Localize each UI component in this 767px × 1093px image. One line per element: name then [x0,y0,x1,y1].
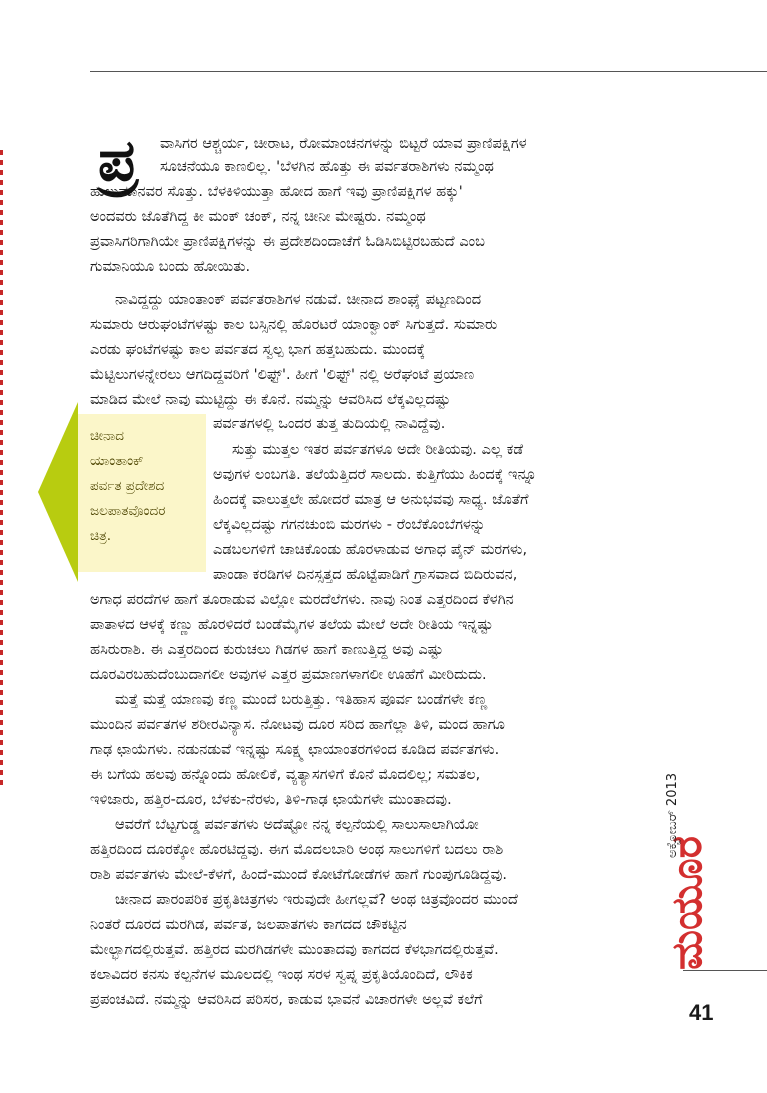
article-line: ಪಾತಾಳದ ಆಳಕ್ಕೆ ಕಣ್ಣು ಹೊರಳಿದರೆ ಬಂಡೆಮೈಗಳ ತಲೆಯ ಮೇಲೆ ಅದೇ ರೀತಿಯ ಇನ್ನಷ್ಟು [90,617,493,633]
page-number: 41 [689,1000,714,1025]
article-line: ಸುಮಾರು ಆರುಘಂಟೆಗಳಷ್ಟು ಕಾಲ ಬಸ್ಸಿನಲ್ಲಿ ಹೊರಟರೆ ಯಾಂಕ್ವಾಂಕ್ ಸಿಗುತ್ತದೆ. ಸುಮಾರು [90,317,498,333]
footer-rule [683,970,767,971]
drop-cap: ಪ್ರ [98,126,138,194]
article-line: ವಾಸಿಗರ ಆಶ್ಚರ್ಯ, ಚೀರಾಟ, ರೋಮಾಂಚನಗಳನ್ನು ಬಿಟ್ಟರೆ ಯಾವ ಪ್ರಾಣಿಪಕ್ಷಿಗಳ [160,136,527,152]
article-line: ಗಾಢ ಛಾಯೆಗಳು. ನಡುನಡುವೆ ಇನ್ನಷ್ಟು ಸೂಕ್ಷ್ಮ ಛಾಯಾಂತರಗಳಿಂದ ಕೂಡಿದ ಪರ್ವತಗಳು. [90,742,500,758]
article-line: ಹುಲುಮಾನವರ ಸೊತ್ತು. ಬೆಳಕಿಳಿಯುತ್ತಾ ಹೋದ ಹಾಗೆ ಇವು ಪ್ರಾಣಿಪಕ್ಷಿಗಳ ಹಕ್ಕು' [90,184,463,200]
article-line: ಸುತ್ತು ಮುತ್ತಲ ಇತರ ಪರ್ವತಗಳೂ ಅದೇ ರೀತಿಯವು. ಎಲ್ಲ ಕಡೆ [232,442,524,458]
article-line: ಮಾಡಿದ ಮೇಲೆ ನಾವು ಮುಟ್ಟಿದ್ದು ಈ ಕೊನೆ. ನಮ್ಮನ್ನು ಆವರಿಸಿದ ಲೆಕ್ಕವಿಲ್ಲದಷ್ಟು [90,392,451,408]
article-line: ನಾವಿದ್ದದ್ದು ಯಾಂತಾಂಕ್ ಪರ್ವತರಾಶಿಗಳ ನಡುವೆ. ಚೀನಾದ ಶಾಂಘೈ ಪಟ್ಟಣದಿಂದ [115,292,482,308]
caption-line: ಯಾಂತಾಂಕ್ [90,453,144,469]
article-line: ಪಾಂಡಾ ಕರಡಿಗಳ ದಿನಸ್ಸತ್ತದ ಹೊಟ್ಟೆಪಾಡಿಗೆ ಗ್ರಾಸವಾದ ಬಿದಿರುವನ, [213,567,518,583]
article-line: ಎರಡು ಘಂಟೆಗಳಷ್ಟು ಕಾಲ ಪರ್ವತದ ಸ್ವಲ್ಪ ಭಾಗ ಹತ್ತಬಹುದು. ಮುಂದಕ್ಕೆ [90,342,426,358]
article-line: ಹಸಿರುರಾಶಿ. ಈ ಎತ್ತರದಿಂದ ಕುರುಚಲು ಗಿಡಗಳ ಹಾಗೆ ಕಾಣುತ್ತಿದ್ದ ಅವು ಎಷ್ಟು [90,642,444,658]
article-line: ಹಿಂದಕ್ಕೆ ವಾಲುತ್ತಲೇ ಹೋದರೆ ಮಾತ್ರ ಆ ಅನುಭವವು ಸಾಧ್ಯ. ಜೊತೆಗೆ [213,492,529,508]
article-line: ಮತ್ತೆ ಮತ್ತೆ ಯಾಣವು ಕಣ್ಣ ಮುಂದೆ ಬರುತ್ತಿತ್ತು. ಇತಿಹಾಸ ಪೂರ್ವ ಬಂಡೆಗಳೇ ಕಣ್ಣ [115,692,488,708]
article-line: ದೂರವಿರಬಹುದೆಂಬುದಾಗಲೀ ಅವುಗಳ ಎತ್ತರ ಪ್ರಮಾಣಗಳಾಗಲೀ ಊಹೆಗೆ ಮೀರಿದುದು. [90,667,487,683]
article-line: ಎಡಬಲಗಳಿಗೆ ಚಾಚಿಕೊಂಡು ಹೊರಳಾಡುವ ಅಗಾಧ ಪೈನ್ ಮರಗಳು, [213,542,528,558]
article-line: ಮೇಲ್ಭಾಗದಲ್ಲಿರುತ್ತವೆ. ಹತ್ತಿರದ ಮರಗಿಡಗಳೇ ಮುಂತಾದವು ಕಾಗದದ ಕೆಳಭಾಗದಲ್ಲಿರುತ್ತವೆ. [90,942,499,958]
article-line: ಗುಮಾನಿಯೂ ಬಂದು ಹೋಯಿತು. [90,259,251,275]
magazine-title: ಮಯೂರ [662,836,711,970]
article-line: ಲೆಕ್ಕವಿಲ್ಲದಷ್ಟು ಗಗನಚುಂಬಿ ಮರಗಳು - ರೆಂಬೆಕೊಂಬೆಗಳನ್ನು [213,517,486,533]
article-line: ಆವರೆಗೆ ಬೆಟ್ಟಗುಡ್ಡ ಪರ್ವತಗಳು ಅದೆಷ್ಟೋ ನನ್ನ ಕಲ್ಪನೆಯಲ್ಲಿ ಸಾಲುಸಾಲಾಗಿಯೋ [115,817,479,833]
article-line: ಮೆಟ್ಟಿಲುಗಳನ್ನೇರಲು ಆಗದಿದ್ದವರಿಗೆ 'ಲಿಫ್ಟ್'. ಹೀಗೆ 'ಲಿಫ್ಟ್' ನಲ್ಲಿ ಅರೆಘಂಟೆ ಪ್ರಯಾಣ [90,367,475,383]
caption-line: ಪರ್ವತ ಪ್ರದೇಶದ [90,478,165,494]
article-line: ಪ್ರವಾಸಿಗರಿಗಾಗಿಯೇ ಪ್ರಾಣಿಪಕ್ಷಿಗಳನ್ನು ಈ ಪ್ರದೇಶದಿಂದಾಚೆಗೆ ಓಡಿಸಿಬಿಟ್ಟಿರಬಹುದೆ ಎಂಬ [90,234,485,250]
issue-date: ಅಕ್ಟೋಬರ್ 2013 [665,772,680,858]
caption-line: ಚಿತ್ರ. [90,528,112,544]
article-line: ಚೀನಾದ ಪಾರಂಪರಿಕ ಪ್ರಕೃತಿಚಿತ್ರಗಳು ಇರುವುದೇ ಹೀಗಲ್ಲವೆ? ಅಂಥ ಚಿತ್ರವೊಂದರ ಮುಂದೆ [115,892,518,908]
article-line: ಮುಂದಿನ ಪರ್ವತಗಳ ಶರೀರವಿನ್ಯಾಸ. ನೋಟವು ದೂರ ಸರಿದ ಹಾಗೆಲ್ಲಾ ತಿಳಿ, ಮಂದ ಹಾಗೂ [90,717,505,733]
article-line: ಹತ್ತಿರದಿಂದ ದೂರಕ್ಕೋ ಹೊರಟಿದ್ದವು. ಈಗ ಮೊದಲಬಾರಿ ಅಂಥ ಸಾಲುಗಳಿಗೆ ಬದಲು ರಾಶಿ [90,842,504,858]
article-line: ನಿಂತರೆ ದೂರದ ಮರಗಿಡ, ಪರ್ವತ, ಜಲಪಾತಗಳು ಕಾಗದದ ಚೌಕಟ್ಟಿನ [90,917,407,933]
article-line: ರಾಶಿ ಪರ್ವತಗಳು ಮೇಲೆ-ಕೆಳಗೆ, ಹಿಂದೆ-ಮುಂದೆ ಕೋಟೆಗೋಡೆಗಳ ಹಾಗೆ ಗುಂಪುಗೂಡಿದ್ದವು. [90,867,508,883]
article-line: ಅಂದವರು ಜೊತೆಗಿದ್ದ ಕೀ ಮಂಕ್ ಚಂಕ್, ನನ್ನ ಚೀನೀ ಮೇಷ್ಟರು. ನಮ್ಮಂಥ [90,209,426,225]
article-line: ಅವುಗಳ ಲಂಬಗತಿ. ತಲೆಯೆತ್ತಿದರೆ ಸಾಲದು. ಕುತ್ತಿಗೆಯು ಹಿಂದಕ್ಕೆ ಇನ್ನೂ [213,467,537,483]
article-line: ಸೂಚನೆಯೂ ಕಾಣಲಿಲ್ಲ. 'ಬೆಳಗಿನ ಹೊತ್ತು ಈ ಪರ್ವತರಾಶಿಗಳು ನಮ್ಮಂಥ [160,159,494,175]
article-line: ಇಳಿಜಾರು, ಹತ್ತಿರ-ದೂರ, ಬೆಳಕು-ನೆರಳು, ತಿಳಿ-ಗಾಢ ಛಾಯೆಗಳೇ ಮುಂತಾದವು. [90,792,452,808]
article-line: ಅಗಾಧ ಪರದೆಗಳ ಹಾಗೆ ತೂರಾಡುವ ವಿಲ್ಲೋ ಮರದೆಲೆಗಳು. ನಾವು ನಿಂತ ಎತ್ತರದಿಂದ ಕೆಳಗಿನ [90,592,514,608]
article-line: ಪರ್ವತಗಳಲ್ಲಿ ಒಂದರ ತುತ್ತ ತುದಿಯಲ್ಲಿ ನಾವಿದ್ದೆವು. [213,416,446,432]
article-line: ಈ ಬಗೆಯ ಹಲವು ಹನ್ನೊಂದು ಹೋಲಿಕೆ, ವ್ಯತ್ಯಾಸಗಳಿಗೆ ಕೊನೆ ಮೊದಲಿಲ್ಲ; ಸಮತಲ, [90,767,481,783]
caption-line: ಚೀನಾದ [90,428,124,444]
pull-quote-arrow [38,402,78,582]
article-line: ಕಲಾವಿದರ ಕನಸು ಕಲ್ಪನೆಗಳ ಮೂಲದಲ್ಲಿ ಇಂಥ ಸರಳ ಸ್ವಪ್ನ ಪ್ರಕೃತಿಯೊಂದಿದೆ, ಲೌಕಿಕ [90,967,473,983]
caption-line: ಜಲಪಾತವೊಂದರ [90,503,166,519]
image-caption-box [78,414,206,572]
article-line: ಪ್ರಪಂಚವಿದೆ. ನಮ್ಮನ್ನು ಆವರಿಸಿದ ಪರಿಸರ, ಕಾಡುವ ಭಾವನೆ ವಿಚಾರಗಳೇ ಅಲ್ಲವೆ ಕಲೆಗೆ [90,992,483,1008]
magazine-masthead [662,768,767,970]
